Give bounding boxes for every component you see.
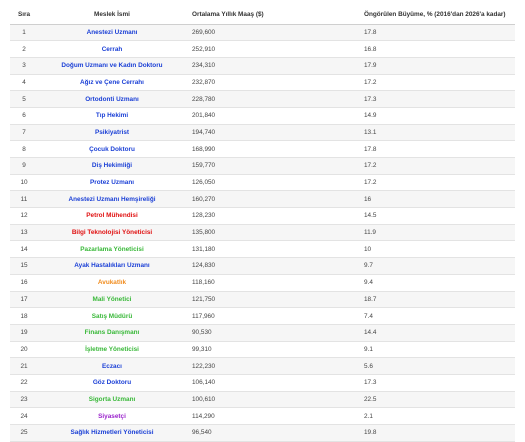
occupation-name-cell: Cerrah bbox=[38, 41, 186, 58]
salary-cell: 194,740 bbox=[186, 124, 302, 141]
table-row bbox=[10, 107, 515, 124]
salary-cell: 228,780 bbox=[186, 91, 302, 108]
occupation-name-cell: Satış Müdürü bbox=[38, 308, 186, 325]
salary-cell: 121,750 bbox=[186, 291, 302, 308]
occupation-name-cell: Protez Uzmanı bbox=[38, 174, 186, 191]
rank-cell: 5 bbox=[10, 91, 38, 108]
salary-cell: 232,870 bbox=[186, 74, 302, 91]
salary-cell: 90,530 bbox=[186, 324, 302, 341]
salary-cell: 114,290 bbox=[186, 408, 302, 425]
occupation-name-cell: Mali Yönetici bbox=[38, 291, 186, 308]
salary-cell: 201,840 bbox=[186, 107, 302, 124]
occupation-name-cell: Çocuk Doktoru bbox=[38, 141, 186, 158]
occupation-name-cell: Anestezi Uzmanı bbox=[38, 24, 186, 41]
growth-cell: 17.2 bbox=[302, 158, 515, 175]
table-row bbox=[10, 158, 515, 175]
growth-cell: 17.8 bbox=[302, 24, 515, 41]
header-row bbox=[10, 6, 515, 24]
rank-cell: 25 bbox=[10, 425, 38, 442]
salary-cell: 160,270 bbox=[186, 191, 302, 208]
table-row bbox=[10, 24, 515, 41]
growth-cell: 14.4 bbox=[302, 324, 515, 341]
table-row bbox=[10, 191, 515, 208]
occupation-name-cell: Tıp Hekimi bbox=[38, 107, 186, 124]
growth-cell: 19.8 bbox=[302, 425, 515, 442]
header-rank: Sıra bbox=[10, 6, 38, 24]
salary-cell: 234,310 bbox=[186, 57, 302, 74]
growth-cell: 2.1 bbox=[302, 408, 515, 425]
rank-cell: 19 bbox=[10, 324, 38, 341]
rank-cell: 24 bbox=[10, 408, 38, 425]
table-row bbox=[10, 308, 515, 325]
rank-cell: 10 bbox=[10, 174, 38, 191]
table-row bbox=[10, 174, 515, 191]
growth-cell: 5.6 bbox=[302, 358, 515, 375]
table-row bbox=[10, 408, 515, 425]
growth-cell: 9.7 bbox=[302, 258, 515, 275]
rank-cell: 9 bbox=[10, 158, 38, 175]
growth-cell: 9.4 bbox=[302, 274, 515, 291]
salary-cell: 168,990 bbox=[186, 141, 302, 158]
growth-cell: 16 bbox=[302, 191, 515, 208]
rank-cell: 17 bbox=[10, 291, 38, 308]
table-row bbox=[10, 425, 515, 442]
rank-cell: 22 bbox=[10, 374, 38, 391]
table-row bbox=[10, 57, 515, 74]
occupation-name-cell: Avukatlık bbox=[38, 274, 186, 291]
occupation-name-cell: Siyasetçi bbox=[38, 408, 186, 425]
occupation-name-cell: Ortodonti Uzmanı bbox=[38, 91, 186, 108]
table-row bbox=[10, 341, 515, 358]
table-row bbox=[10, 291, 515, 308]
growth-cell: 17.8 bbox=[302, 141, 515, 158]
salary-cell: 131,180 bbox=[186, 241, 302, 258]
occupation-salary-table bbox=[10, 6, 515, 442]
growth-cell: 17.9 bbox=[302, 57, 515, 74]
growth-cell: 7.4 bbox=[302, 308, 515, 325]
rank-cell: 20 bbox=[10, 341, 38, 358]
rank-cell: 11 bbox=[10, 191, 38, 208]
salary-cell: 100,610 bbox=[186, 391, 302, 408]
occupation-name-cell: Sigorta Uzmanı bbox=[38, 391, 186, 408]
header-projected-growth: Öngörülen Büyüme, % (2016'dan 2026'a kadar) bbox=[302, 6, 515, 24]
salary-cell: 117,960 bbox=[186, 308, 302, 325]
growth-cell: 13.1 bbox=[302, 124, 515, 141]
salary-cell: 96,540 bbox=[186, 425, 302, 442]
occupation-name-cell: Psikiyatrist bbox=[38, 124, 186, 141]
table-row bbox=[10, 224, 515, 241]
salary-cell: 128,230 bbox=[186, 208, 302, 225]
rank-cell: 14 bbox=[10, 241, 38, 258]
table-row bbox=[10, 141, 515, 158]
rank-cell: 6 bbox=[10, 107, 38, 124]
rank-cell: 21 bbox=[10, 358, 38, 375]
rank-cell: 3 bbox=[10, 57, 38, 74]
table-row bbox=[10, 91, 515, 108]
table-row bbox=[10, 274, 515, 291]
salary-cell: 126,050 bbox=[186, 174, 302, 191]
growth-cell: 17.3 bbox=[302, 374, 515, 391]
header-average-salary: Ortalama Yıllık Maaş ($) bbox=[186, 6, 302, 24]
rank-cell: 13 bbox=[10, 224, 38, 241]
table-row bbox=[10, 391, 515, 408]
occupation-name-cell: Anestezi Uzmanı Hemşireliği bbox=[38, 191, 186, 208]
salary-cell: 118,160 bbox=[186, 274, 302, 291]
occupation-name-cell: Pazarlama Yöneticisi bbox=[38, 241, 186, 258]
growth-cell: 14.9 bbox=[302, 107, 515, 124]
rank-cell: 16 bbox=[10, 274, 38, 291]
salary-cell: 135,800 bbox=[186, 224, 302, 241]
rank-cell: 23 bbox=[10, 391, 38, 408]
occupation-name-cell: Diş Hekimliği bbox=[38, 158, 186, 175]
occupation-name-cell: İşletme Yöneticisi bbox=[38, 341, 186, 358]
salary-cell: 124,830 bbox=[186, 258, 302, 275]
occupation-salary-table-container bbox=[10, 6, 515, 442]
rank-cell: 12 bbox=[10, 208, 38, 225]
growth-cell: 9.1 bbox=[302, 341, 515, 358]
rank-cell: 18 bbox=[10, 308, 38, 325]
rank-cell: 1 bbox=[10, 24, 38, 41]
table-body bbox=[10, 24, 515, 441]
rank-cell: 7 bbox=[10, 124, 38, 141]
salary-cell: 252,910 bbox=[186, 41, 302, 58]
rank-cell: 2 bbox=[10, 41, 38, 58]
growth-cell: 10 bbox=[302, 241, 515, 258]
growth-cell: 17.2 bbox=[302, 174, 515, 191]
rank-cell: 4 bbox=[10, 74, 38, 91]
salary-cell: 159,770 bbox=[186, 158, 302, 175]
growth-cell: 18.7 bbox=[302, 291, 515, 308]
table-row bbox=[10, 124, 515, 141]
table-row bbox=[10, 258, 515, 275]
growth-cell: 11.9 bbox=[302, 224, 515, 241]
occupation-name-cell: Göz Doktoru bbox=[38, 374, 186, 391]
rank-cell: 15 bbox=[10, 258, 38, 275]
salary-cell: 99,310 bbox=[186, 341, 302, 358]
growth-cell: 17.3 bbox=[302, 91, 515, 108]
growth-cell: 17.2 bbox=[302, 74, 515, 91]
table-row bbox=[10, 41, 515, 58]
table-row bbox=[10, 374, 515, 391]
table-row bbox=[10, 241, 515, 258]
rank-cell: 8 bbox=[10, 141, 38, 158]
occupation-name-cell: Bilgi Teknolojisi Yöneticisi bbox=[38, 224, 186, 241]
salary-cell: 106,140 bbox=[186, 374, 302, 391]
occupation-name-cell: Sağlık Hizmetleri Yöneticisi bbox=[38, 425, 186, 442]
table-row bbox=[10, 358, 515, 375]
occupation-name-cell: Doğum Uzmanı ve Kadın Doktoru bbox=[38, 57, 186, 74]
occupation-name-cell: Petrol Mühendisi bbox=[38, 208, 186, 225]
table-row bbox=[10, 208, 515, 225]
salary-cell: 269,600 bbox=[186, 24, 302, 41]
salary-cell: 122,230 bbox=[186, 358, 302, 375]
occupation-name-cell: Ayak Hastalıkları Uzmanı bbox=[38, 258, 186, 275]
table-row bbox=[10, 324, 515, 341]
growth-cell: 16.8 bbox=[302, 41, 515, 58]
growth-cell: 22.5 bbox=[302, 391, 515, 408]
occupation-name-cell: Eczacı bbox=[38, 358, 186, 375]
table-row bbox=[10, 74, 515, 91]
occupation-name-cell: Ağız ve Çene Cerrahı bbox=[38, 74, 186, 91]
growth-cell: 14.5 bbox=[302, 208, 515, 225]
table-header bbox=[10, 6, 515, 24]
occupation-name-cell: Finans Danışmanı bbox=[38, 324, 186, 341]
header-occupation-name: Meslek İsmi bbox=[38, 6, 186, 24]
